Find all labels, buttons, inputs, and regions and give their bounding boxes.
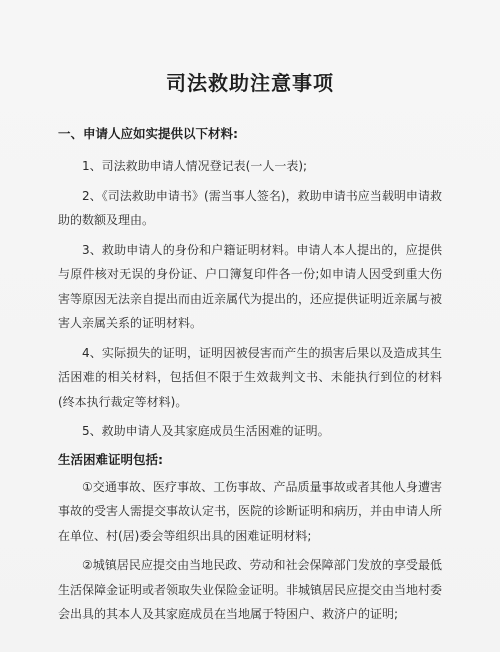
materials-list: [58, 154, 442, 444]
material-item-1: 1、司法救助申请人情况登记表(一人一表);: [82, 159, 308, 173]
document-title: 司法救助注意事项: [166, 71, 334, 95]
material-item-2: 2、《司法救助申请书》(需当事人签名)，救助申请书应当载明申请救助的数额及理由。: [58, 188, 442, 227]
section-heading-materials: 一、申请人应如实提供以下材料:: [58, 126, 238, 141]
material-item-4: 4、实际损失的证明，证明因被侵害而产生的损害后果以及造成其生活困难的相关材料，包括但不限于生效裁判文书、未能执行到位的材料(终本执行裁定等材料)。: [58, 345, 442, 409]
material-item-5: 5、救助申请人及其家庭成员生活困难的证明。: [82, 424, 330, 438]
hardship-proof-heading: 生活困难证明包括:: [58, 451, 163, 467]
hardship-item-1: ①交通事故、医疗事故、工伤事故、产品质量事故或者其他人身遭害事故的受害人需提交事故认定书，医院的诊断证明和病历，并由申请人所在单位、村(居)委会等组织出具的困难证明材料;: [58, 479, 443, 543]
material-item-3: 3、救助申请人的身份和户籍证明材料。申请人本人提出的，应提供与原件核对无误的身份证、户口簿复印件各一份;如申请人因受到重大伤害等原因无法亲自提出而由近亲属代为提出的，还应提供证明近亲属与被害人亲属关系的证明材料。: [58, 242, 443, 330]
hardship-item-2: ②城镇居民应提交由当地民政、劳动和社会保障部门发放的享受最低生活保障金证明或者领取失业保险金证明。非城镇居民应提交由当地村委会出具的其本人及其家庭成员在当地属于特困户、救济户的证明;: [58, 558, 443, 621]
hardship-proof-list: [58, 475, 442, 627]
